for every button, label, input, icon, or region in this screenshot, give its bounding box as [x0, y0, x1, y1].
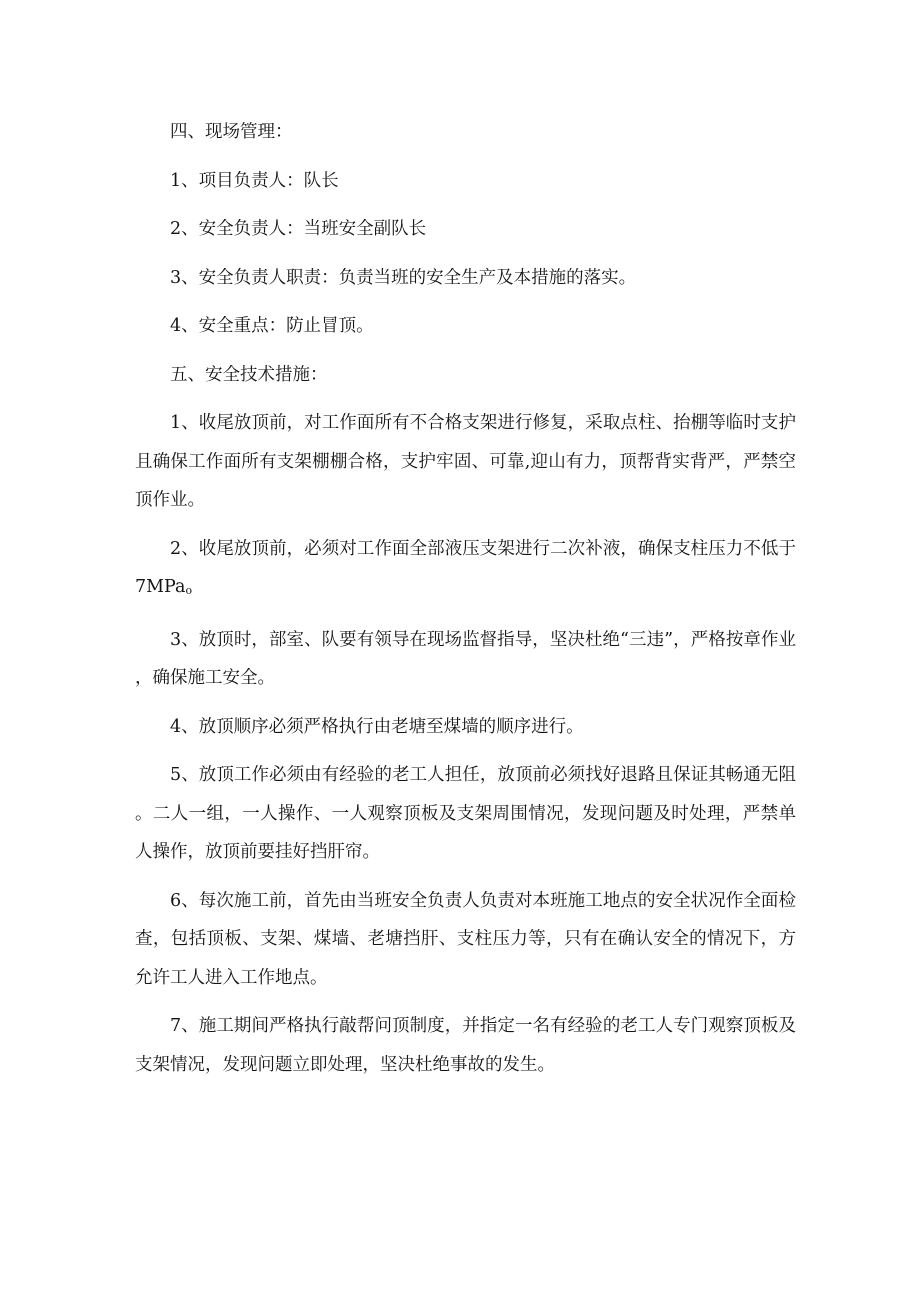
- paragraph-measure-2: [135, 530, 796, 611]
- paragraph-measure-3: 3、放顶时，部室、队要有领导在现场监督指导，坚决杜绝“三违”，严格按章作业，确保施工安全。: [135, 629, 796, 688]
- section-heading-site-management: 四、现场管理：: [170, 122, 293, 142]
- paragraph-safety-lead: 2、安全负责人：当班安全副队长: [170, 219, 427, 239]
- paragraph-safety-focus: 4、安全重点：防止冒顶。: [170, 316, 374, 336]
- paragraph-measure-6: 6、每次施工前，首先由当班安全负责人负责对本班施工地点的安全状况作全面检查，包括顶板、支架、煤墙、老塘挡肝、支柱压力等，只有在确认安全的情况下，方允许工人进入工作地点。: [135, 890, 796, 988]
- paragraph-measure-1: 1、收尾放顶前，对工作面所有不合格支架进行修复，采取点柱、抬棚等临时支护且确保工作面所有支架棚棚合格，支护牢固、可靠,迎山有力，顶帮背实背严，严禁空顶作业。: [135, 413, 796, 510]
- paragraph-measure-5: 5、放顶工作必须由有经验的老工人担任，放顶前必须找好退路且保证其畅通无阻。二人一组，一人操作、一人观察顶板及支架周围情况，发现问题及时处理，严禁单人操作，放顶前要挂好挡肝帘。: [135, 765, 796, 862]
- paragraph-measure-2-text: 2、收尾放顶前，必须对工作面全部液压支架进行二次补液，确保支柱压力不低于7MPa: [135, 538, 796, 597]
- subscript-mark: o: [185, 584, 193, 597]
- paragraph-measure-4: 4、放顶顺序必须严格执行由老塘至煤墙的顺序进行。: [170, 716, 584, 737]
- paragraph-measure-7: 7、施工期间严格执行敲帮问顶制度，并指定一名有经验的老工人专门观察顶板及支架情况，发现问题立即处理，坚决杜绝事故的发生。: [135, 1016, 796, 1075]
- paragraph-project-lead: 1、项目负责人：队长: [170, 170, 339, 191]
- paragraph-safety-duties: 3、安全负责人职责：负责当班的安全生产及本措施的落实。: [170, 267, 637, 288]
- section-heading-safety-measures: 五、安全技术措施：: [170, 364, 328, 385]
